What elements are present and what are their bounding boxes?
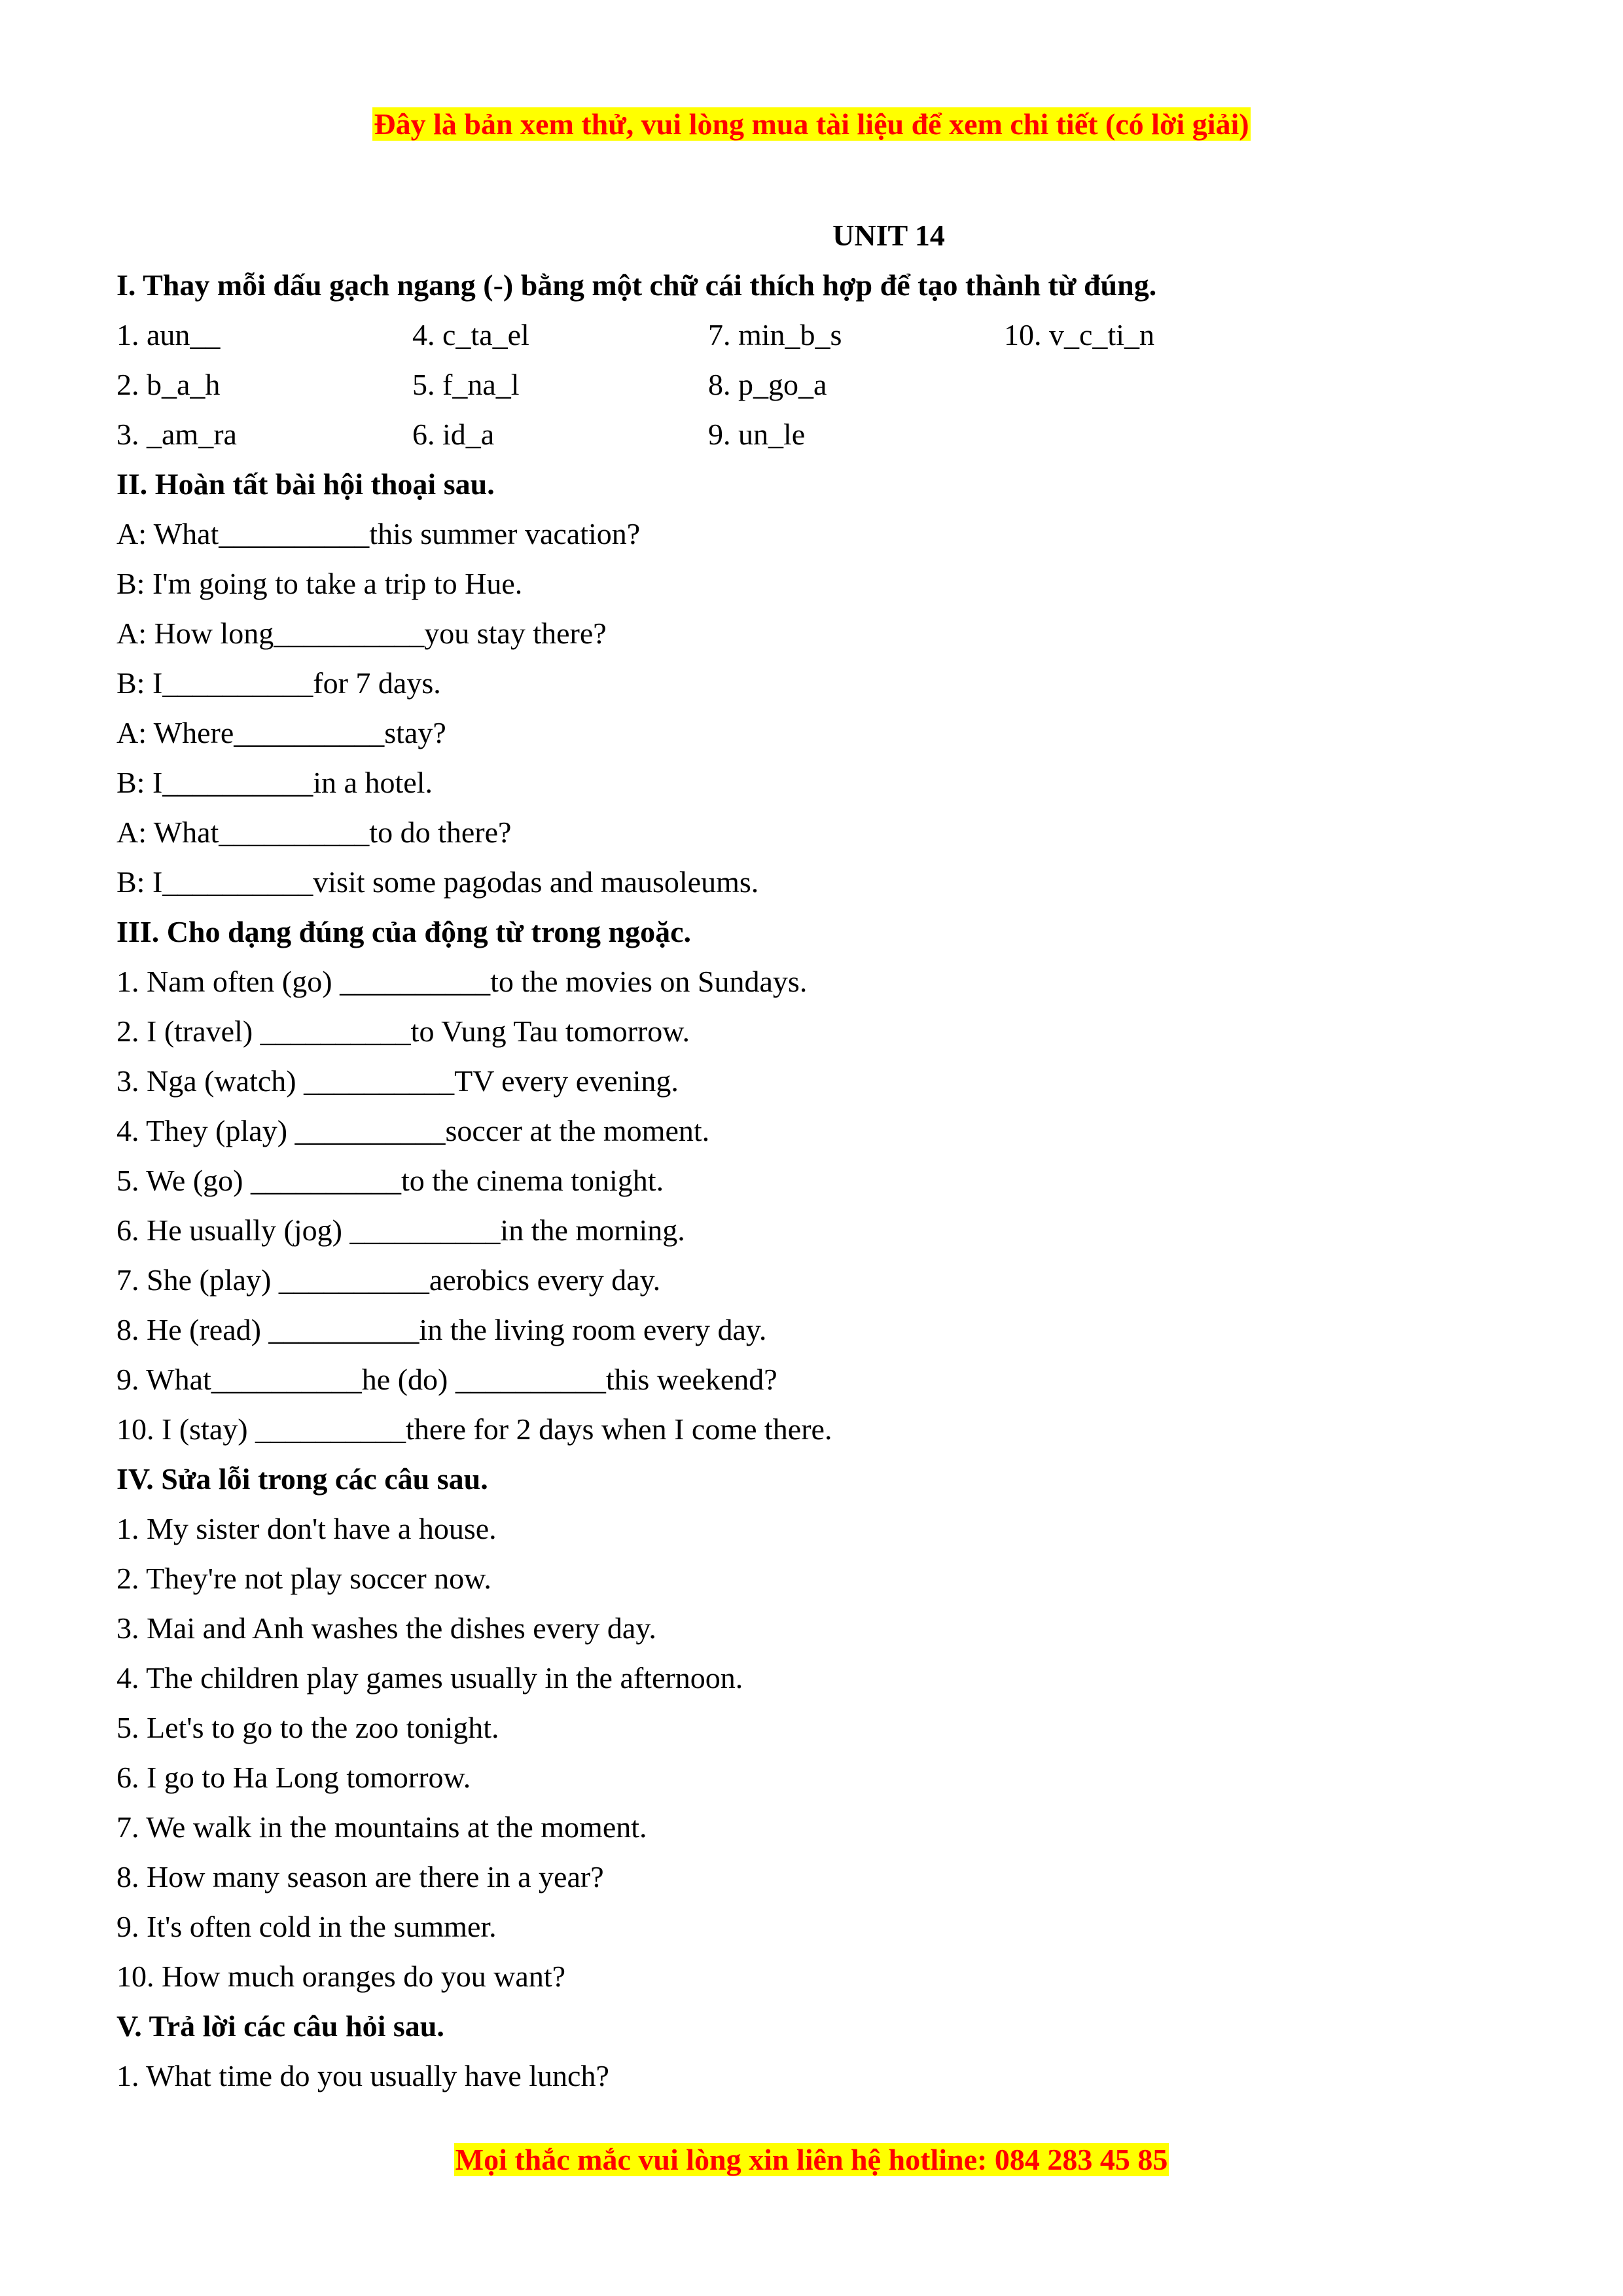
word-row-2 bbox=[116, 360, 1517, 410]
verb-exercise-item: 6. He usually (jog) __________in the morning. bbox=[116, 1213, 685, 1247]
error-correction-item: 2. They're not play soccer now. bbox=[116, 1562, 491, 1595]
word-row-1 bbox=[116, 310, 1517, 360]
word-item: 10. v_c_ti_n bbox=[1004, 318, 1154, 351]
unit-title: UNIT 14 bbox=[832, 219, 945, 252]
word-item: 9. un_le bbox=[708, 418, 806, 451]
worksheet-body bbox=[116, 211, 1517, 2101]
dialogue-line: A: How long__________you stay there? bbox=[116, 617, 607, 650]
dialogue-line: B: I__________in a hotel. bbox=[116, 766, 433, 799]
error-correction-item: 3. Mai and Anh washes the dishes every day. bbox=[116, 1611, 656, 1645]
dialogue-line: B: I__________visit some pagodas and mausoleums. bbox=[116, 865, 759, 899]
hotline-text: Mọi thắc mắc vui lòng xin liên hệ hotline: 084 283 45 85 bbox=[455, 2143, 1168, 2176]
dialogue-line: A: Where__________stay? bbox=[116, 716, 446, 749]
verb-exercise-item: 8. He (read) __________in the living room every day. bbox=[116, 1313, 767, 1346]
error-correction-item: 8. How many season are there in a year? bbox=[116, 1860, 604, 1893]
word-item bbox=[1004, 360, 1300, 410]
word-item bbox=[1004, 410, 1300, 459]
word-item: 3. _am_ra bbox=[116, 418, 237, 451]
word-item: 6. id_a bbox=[412, 418, 495, 451]
verb-exercise-item: 4. They (play) __________soccer at the moment. bbox=[116, 1114, 710, 1147]
word-item: 4. c_ta_el bbox=[412, 318, 529, 351]
section-5-heading: V. Trả lời các câu hỏi sau. bbox=[116, 2009, 444, 2043]
preview-notice-text: Đây là bản xem thử, vui lòng mua tài liệu để xem chi tiết (có lời giải) bbox=[374, 107, 1249, 141]
dialogue-line: B: I__________for 7 days. bbox=[116, 666, 441, 700]
verb-exercise-item: 1. Nam often (go) __________to the movies on Sundays. bbox=[116, 965, 808, 998]
section-1-heading: I. Thay mỗi dấu gạch ngang (-) bằng một chữ cái thích hợp để tạo thành từ đúng. bbox=[116, 268, 1157, 302]
word-row-3 bbox=[116, 410, 1517, 459]
dialogue-line: A: What__________to do there? bbox=[116, 816, 512, 849]
section-4-heading: IV. Sửa lỗi trong các câu sau. bbox=[116, 1462, 488, 1496]
word-item: 7. min_b_s bbox=[708, 318, 842, 351]
verb-exercise-item: 2. I (travel) __________to Vung Tau tomorrow. bbox=[116, 1014, 690, 1048]
dialogue-line: A: What__________this summer vacation? bbox=[116, 517, 641, 550]
preview-notice-banner bbox=[0, 105, 1623, 144]
error-correction-item: 5. Let's to go to the zoo tonight. bbox=[116, 1711, 499, 1744]
verb-exercise-item: 9. What__________he (do) __________this weekend? bbox=[116, 1363, 777, 1396]
word-item: 8. p_go_a bbox=[708, 368, 827, 401]
verb-exercise-item: 7. She (play) __________aerobics every day. bbox=[116, 1263, 661, 1297]
error-correction-item: 4. The children play games usually in the afternoon. bbox=[116, 1661, 743, 1695]
word-item: 5. f_na_l bbox=[412, 368, 520, 401]
verb-exercise-item: 10. I (stay) __________there for 2 days when I come there. bbox=[116, 1412, 832, 1446]
section-2-heading: II. Hoàn tất bài hội thoại sau. bbox=[116, 467, 495, 501]
error-correction-item: 1. My sister don't have a house. bbox=[116, 1512, 497, 1545]
error-correction-item: 6. I go to Ha Long tomorrow. bbox=[116, 1761, 471, 1794]
verb-exercise-item: 5. We (go) __________to the cinema tonight. bbox=[116, 1164, 664, 1197]
question-item: 1. What time do you usually have lunch? bbox=[116, 2059, 609, 2092]
dialogue-line: B: I'm going to take a trip to Hue. bbox=[116, 567, 523, 600]
word-item: 1. aun__ bbox=[116, 318, 221, 351]
error-correction-item: 10. How much oranges do you want? bbox=[116, 1960, 566, 1993]
hotline-banner bbox=[0, 2140, 1623, 2179]
word-item: 2. b_a_h bbox=[116, 368, 221, 401]
error-correction-item: 9. It's often cold in the summer. bbox=[116, 1910, 497, 1943]
error-correction-item: 7. We walk in the mountains at the moment. bbox=[116, 1810, 647, 1844]
section-3-heading: III. Cho dạng đúng của động từ trong ngoặc. bbox=[116, 915, 691, 948]
verb-exercise-item: 3. Nga (watch) __________TV every evening. bbox=[116, 1064, 679, 1098]
